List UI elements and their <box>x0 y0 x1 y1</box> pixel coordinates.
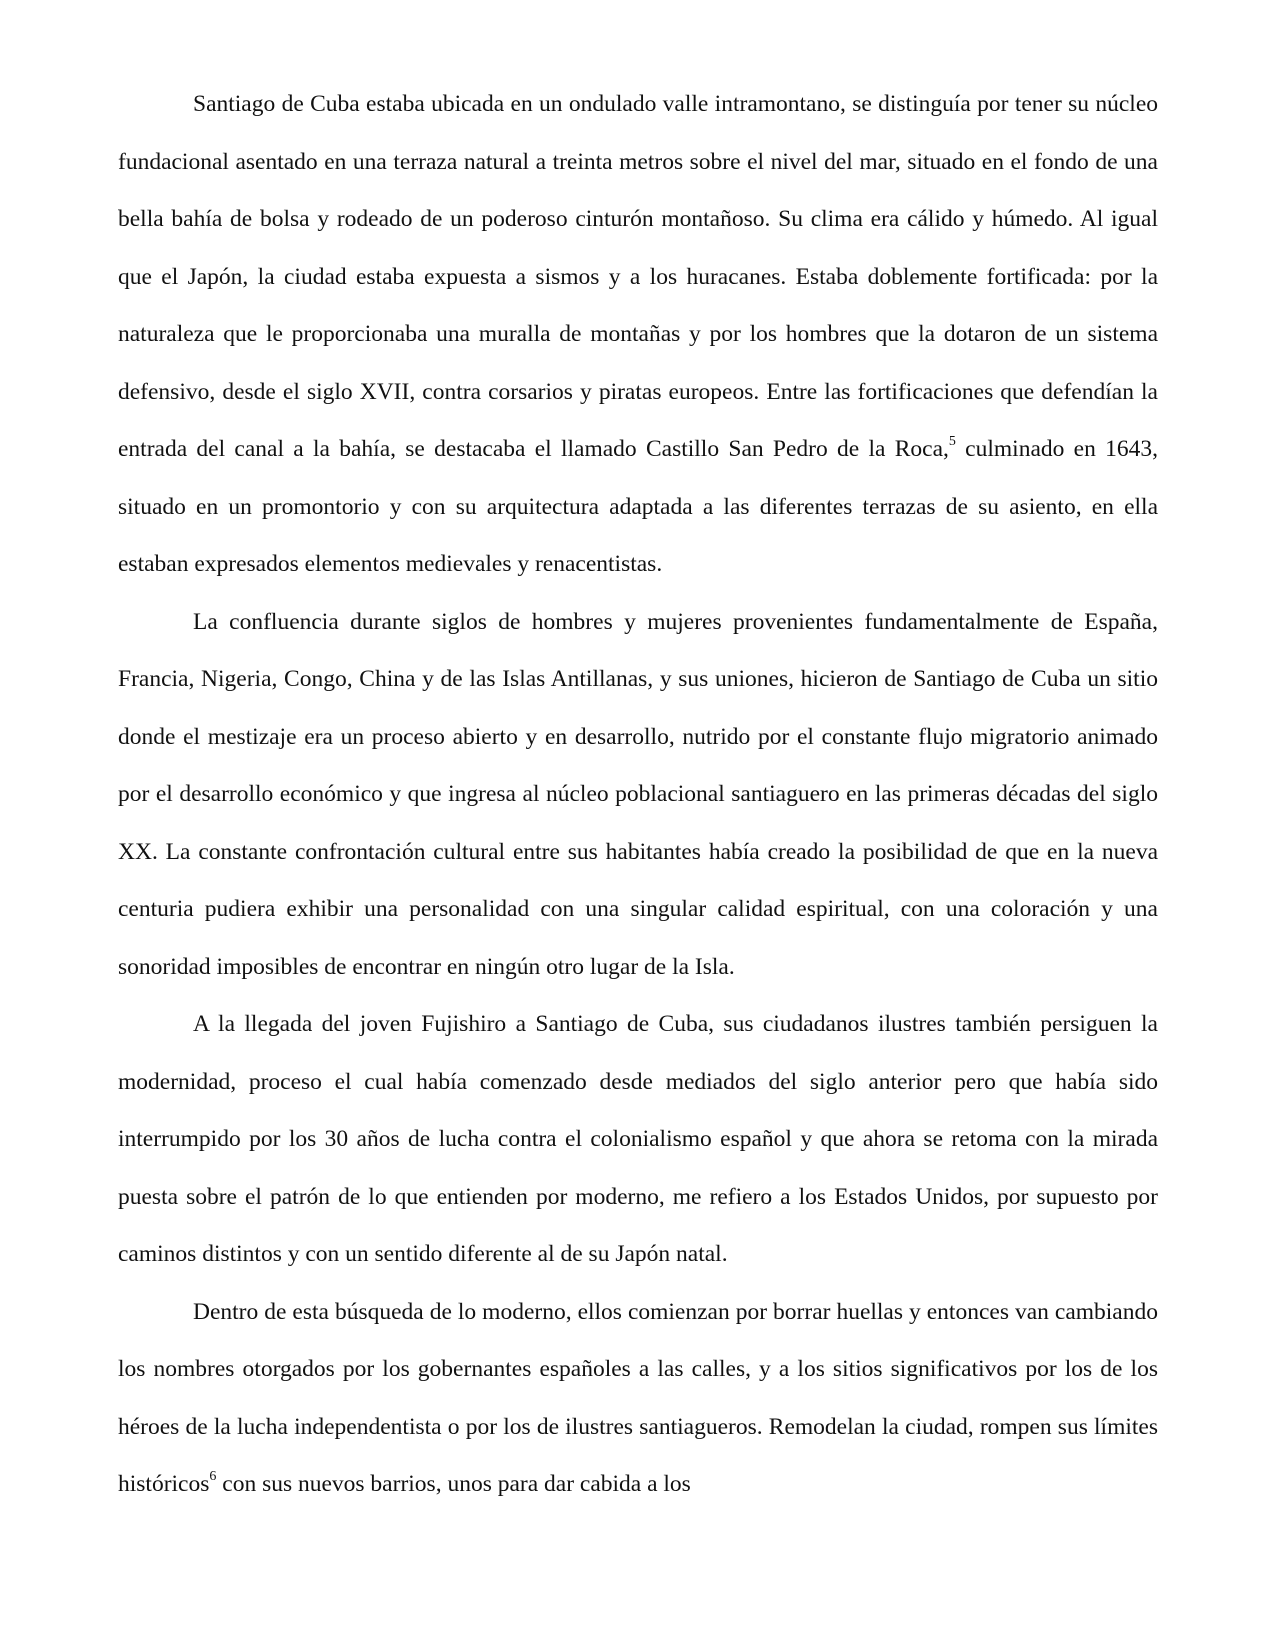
paragraph-text: A la llegada del joven Fujishiro a Santiago de Cuba, sus ciudadanos ilustres también persiguen la modernidad, proceso el cual había comenzado desde mediados del siglo anterior pero que había sido interrumpido por los 30 años de lucha contra el colonialismo español y que ahora se retoma con la mirada puesta sobre el patrón de lo que entienden por moderno, me refiero a los Estados Unidos, por supuesto por caminos distintos y con un sentido diferente al de su Japón natal. <box>118 1011 1158 1267</box>
paragraph-3 <box>118 996 1158 1284</box>
paragraph-text: con sus nuevos barrios, unos para dar cabida a los <box>216 1471 691 1497</box>
paragraph-text: Santiago de Cuba estaba ubicada en un ondulado valle intramontano, se distinguía por tener su núcleo fundacional asentado en una terraza natural a treinta metros sobre el nivel del mar, situado en el fondo de una bella bahía de bolsa y rodeado de un poderoso cinturón montañoso. Su clima era cálido y húmedo. Al igual que el Japón, la ciudad estaba expuesta a sismos y a los huracanes. Estaba doblemente fortificada: por la naturaleza que le proporcionaba una muralla de montañas y por los hombres que la dotaron de un sistema defensivo, desde el siglo XVII, contra corsarios y piratas europeos. Entre las fortificaciones que defendían la entrada del canal a la bahía, se destacaba el llamado Castillo San Pedro de la Roca, <box>118 91 1158 462</box>
paragraph-4 <box>118 1284 1158 1514</box>
paragraph-text: culminado en 1643, situado en un promontorio y con su arquitectura adaptada a las diferentes terrazas de su asiento, en ella estaban expresados elementos medievales y renacentistas. <box>118 436 1158 577</box>
paragraph-2 <box>118 594 1158 997</box>
paragraph-text: La confluencia durante siglos de hombres y mujeres provenientes fundamentalmente de España, Francia, Nigeria, Congo, China y de las Islas Antillanas, y sus uniones, hicieron de Santiago de Cuba un sitio donde el mestizaje era un proceso abierto y en desarrollo, nutrido por el constante flujo migratorio animado por el desarrollo económico y que ingresa al núcleo poblacional santiaguero en las primeras décadas del siglo XX. La constante confrontación cultural entre sus habitantes había creado la posibilidad de que en la nueva centuria pudiera exhibir una personalidad con una singular calidad espiritual, con una coloración y una sonoridad imposibles de encontrar en ningún otro lugar de la Isla. <box>118 608 1158 980</box>
footnote-reference[interactable]: 5 <box>948 433 956 449</box>
footnote-reference[interactable]: 6 <box>209 1468 217 1484</box>
document-page <box>118 76 1158 1514</box>
paragraph-1 <box>118 76 1158 594</box>
paragraph-text: Dentro de esta búsqueda de lo moderno, ellos comienzan por borrar huellas y entonces van cambiando los nombres otorgados por los gobernantes españoles a las calles, y a los sitios significativos por los de los héroes de la lucha independentista o por los de ilustres santiagueros. Remodelan la ciudad, rompen sus límites históricos <box>118 1298 1158 1497</box>
